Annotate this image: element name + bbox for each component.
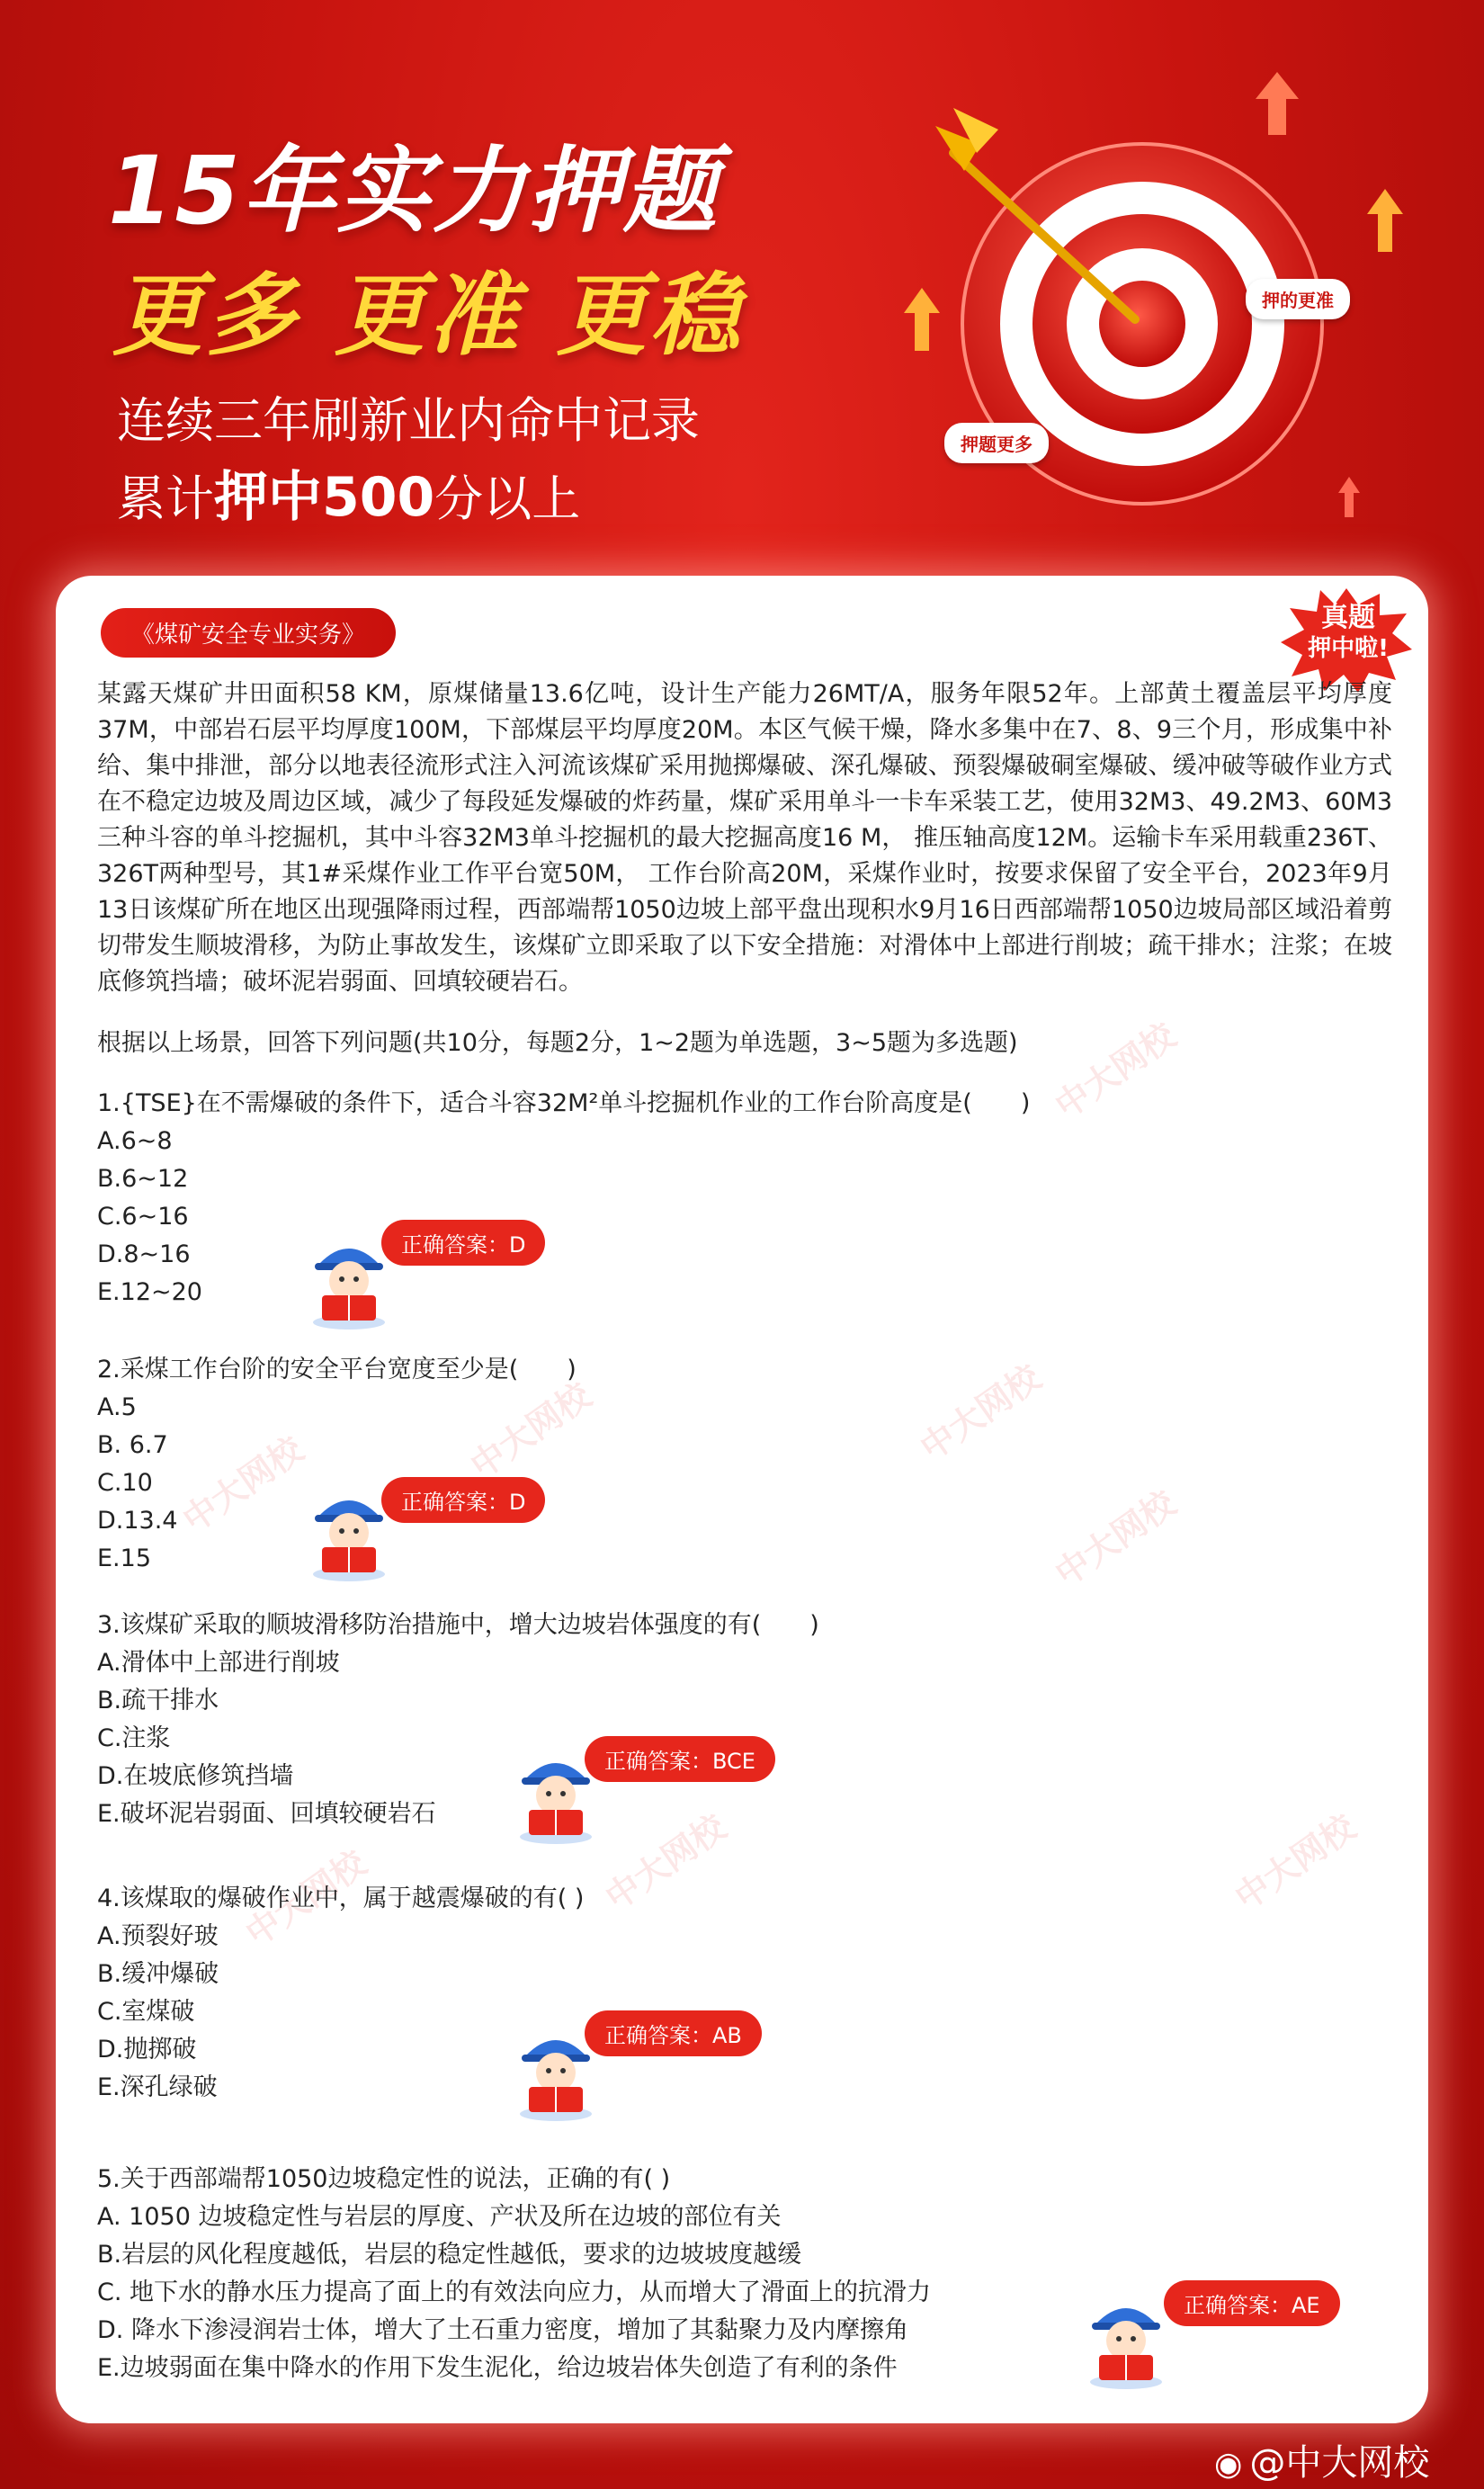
watermark: 中大网校 bbox=[1228, 1806, 1363, 1918]
mascot-icon bbox=[306, 1484, 392, 1583]
question-stem: 4.该煤取的爆破作业中，属于越震爆破的有( ) bbox=[97, 1885, 585, 1912]
option: A. 1050 边坡稳定性与岩层的厚度、产状及所在边坡的部位有关 bbox=[97, 2203, 782, 2231]
option: C.室煤破 bbox=[97, 1998, 195, 2026]
watermark: 中大网校 bbox=[598, 1806, 733, 1918]
footer-brand bbox=[1214, 2434, 1429, 2485]
brand-handle[interactable]: @中大网校 bbox=[1249, 2442, 1430, 2484]
mascot-icon bbox=[306, 1232, 392, 1331]
answer-badge: 正确答案：D bbox=[381, 1477, 545, 1523]
section-pill: 《煤矿安全专业实务》 bbox=[101, 608, 396, 658]
watermark: 中大网校 bbox=[463, 1374, 598, 1486]
option: A.预裂好玻 bbox=[97, 1922, 219, 1950]
question-4 bbox=[97, 1880, 584, 2107]
option: D.8~16 bbox=[97, 1240, 191, 1268]
option: D. 降水下渗浸润岩士体，增大了土石重力密度，增加了其黏聚力及内摩擦角 bbox=[97, 2316, 908, 2344]
option: B. 6.7 bbox=[97, 1431, 168, 1459]
option: B.岩层的风化程度越低，岩层的稳定性越低，要求的边坡坡度越缓 bbox=[97, 2241, 802, 2269]
option: E.边坡弱面在集中降水的作用下发生泥化，给边坡岩体失创造了有利的条件 bbox=[97, 2354, 898, 2382]
question-5 bbox=[97, 2161, 931, 2387]
answer-badge: 正确答案：AB bbox=[585, 2010, 762, 2056]
hero-title: 15年实力押题 bbox=[108, 136, 719, 246]
option: D.13.4 bbox=[97, 1507, 178, 1535]
answer-badge: 正确答案：BCE bbox=[585, 1736, 775, 1782]
option: E.12~20 bbox=[97, 1278, 202, 1306]
mascot-icon bbox=[1083, 2292, 1169, 2391]
watermark: 中大网校 bbox=[913, 1356, 1048, 1468]
question-stem: 1.{TSE}在不需爆破的条件下，适合斗容32M²单斗挖掘机作业的工作台阶高度是( ) bbox=[97, 1089, 1031, 1117]
tag-more-accurate: 押的更准 bbox=[1246, 279, 1350, 319]
option: E.深孔绿破 bbox=[97, 2073, 218, 2101]
answer-badge: 正确答案：D bbox=[381, 1220, 545, 1266]
watermark: 中大网校 bbox=[175, 1428, 310, 1540]
option: C.注浆 bbox=[97, 1724, 171, 1752]
option: A.6~8 bbox=[97, 1127, 173, 1155]
hit-badge-text: 真题 押中啦! bbox=[1308, 602, 1389, 662]
option: E.破坏泥岩弱面、回填较硬岩石 bbox=[97, 1800, 436, 1828]
answer-badge: 正确答案：AE bbox=[1164, 2280, 1340, 2326]
scenario-text: 某露天煤矿井田面积58 KM，原煤储量13.6亿吨，设计生产能力26MT/A，服务年限52年。上部黄土覆盖层平均厚度37M，中部岩石层平均厚度100M，下部煤层平均厚度20M。本区气候干燥，降水多集中在7、8、9三个月，形成集中补给、集中排泄，部分以地表径流形式注入河流该煤矿采用抛掷爆破、深孔爆破、预裂爆破硐室爆破、缓冲破等破作业方式在不稳定边坡及周边区域，减少了每段延发爆破的炸药量，煤矿采用单斗一卡车采装工艺，使用32M3、49.2M3、60M3三种斗容的单斗挖掘机，其中斗容32M3单斗挖掘机的最大挖掘高度16 M， 推压轴高度12M。运输卡车采用载重236T、326T两种型号，其1#采煤作业工作平台宽50M， 工作台阶高20M，采煤作业时，按要求保留了安全平台，2023年9月13日该煤矿所在地区出现强降雨过程，西部端帮1050边坡上部平盘出现积水9月16日西部端帮1050边坡局部区域沿着剪切带发生顺坡滑移，为防止事故发生，该煤矿立即采取了以下安全措施：对滑体中上部进行削坡；疏干排水；注浆；在坡底修筑挡墙；破坏泥岩弱面、回填较硬岩石。 bbox=[97, 680, 1392, 996]
instruction-text: 根据以上场景，回答下列问题(共10分，每题2分，1~2题为单选题，3~5题为多选题) bbox=[97, 1029, 1018, 1057]
question-stem: 3.该煤矿采取的顺坡滑移防治措施中，增大边坡岩体强度的有( ) bbox=[97, 1611, 819, 1639]
watermark: 中大网校 bbox=[1048, 1482, 1183, 1594]
option: B.缓冲爆破 bbox=[97, 1960, 219, 1988]
mascot-icon bbox=[513, 2024, 599, 2123]
option: B.疏干排水 bbox=[97, 1687, 219, 1715]
watermark: 中大网校 bbox=[238, 1842, 373, 1954]
question-stem: 2.采煤工作台阶的安全平台宽度至少是( ) bbox=[97, 1356, 577, 1383]
option: C.10 bbox=[97, 1469, 153, 1497]
hero-subtitle: 更多 更准 更稳 bbox=[112, 263, 744, 368]
watermark: 中大网校 bbox=[1048, 1015, 1183, 1126]
question-1 bbox=[97, 1085, 1030, 1312]
question-3 bbox=[97, 1607, 819, 1833]
hero-line-1: 连续三年刷新业内命中记录 bbox=[117, 392, 700, 449]
content-card bbox=[56, 576, 1428, 2423]
mascot-icon bbox=[513, 1747, 599, 1846]
option: E.15 bbox=[97, 1544, 151, 1572]
option: C.6~16 bbox=[97, 1203, 189, 1231]
option: D.抛掷破 bbox=[97, 2036, 197, 2064]
option: C. 地下水的静水压力提高了面上的有效法向应力，从而增大了滑面上的抗滑力 bbox=[97, 2279, 932, 2306]
option: A.滑体中上部进行削坡 bbox=[97, 1649, 340, 1677]
option: B.6~12 bbox=[97, 1165, 189, 1193]
tag-more-questions: 押题更多 bbox=[944, 423, 1049, 463]
question-stem: 5.关于西部端帮1050边坡稳定性的说法，正确的有( ) bbox=[97, 2165, 671, 2193]
option: D.在坡底修筑挡墙 bbox=[97, 1762, 294, 1790]
hero-line-2: 累计押中500分以上 bbox=[117, 466, 581, 529]
weibo-icon: ◉ bbox=[1214, 2446, 1243, 2483]
option: A.5 bbox=[97, 1393, 137, 1421]
